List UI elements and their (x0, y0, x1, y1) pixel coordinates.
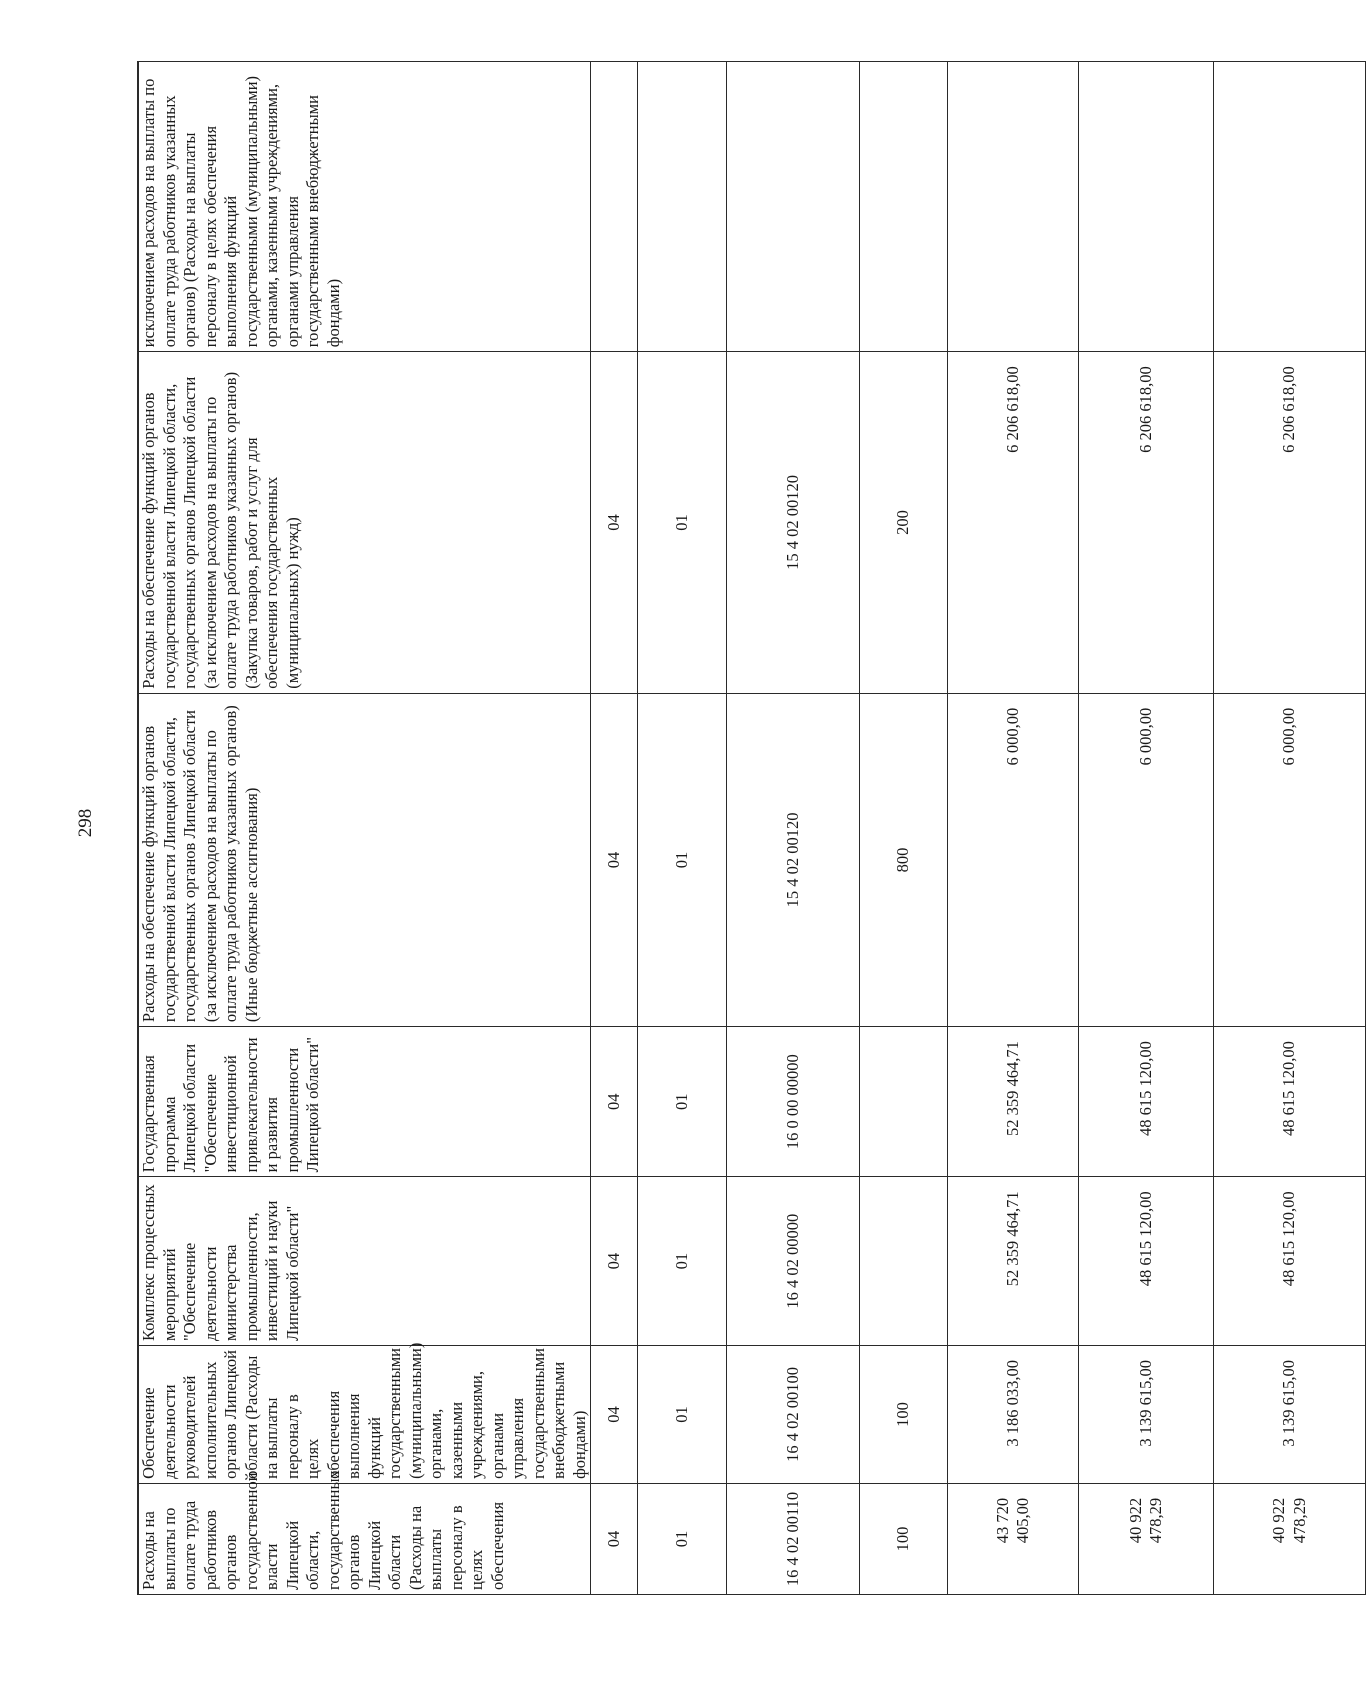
cell-razdel: 01 (638, 352, 727, 694)
cell-csr: 15 4 02 00120 (727, 352, 860, 694)
cell-sum1: 6 000,00 (948, 693, 1079, 1026)
cell-razdel: 01 (638, 693, 727, 1026)
cell-sum2: 3 139 615,00 (1079, 1346, 1214, 1484)
cell-razdel (638, 62, 727, 352)
cell-description: Комплекс процессных мероприятий "Обеспечение деятельности министерства промышленности, инвестиций и науки Липецкой области" (138, 1177, 591, 1346)
cell-glava: 04 (591, 1177, 638, 1346)
cell-sum1 (948, 62, 1079, 352)
cell-description: Расходы на обеспечение функций органов государственной власти Липецкой области, государственных органов Липецкой области (за исключением расходов на выплаты по оплате труда работников указанных органов) (Иные бюджетные ассигнования) (138, 693, 591, 1026)
cell-sum3: 48 615 120,00 (1214, 1027, 1366, 1177)
cell-sum2: 48 615 120,00 (1079, 1027, 1214, 1177)
field-row-sum3 (1214, 62, 1366, 1595)
field-row-description (138, 62, 591, 1595)
cell-sum2: 40 922 478,29 (1079, 1483, 1214, 1594)
cell-sum1: 6 206 618,00 (948, 352, 1079, 694)
cell-sum1: 43 720 405,00 (948, 1483, 1079, 1594)
cell-vr (860, 1027, 948, 1177)
cell-vr (860, 1177, 948, 1346)
cell-sum3: 40 922 478,29 (1214, 1483, 1366, 1594)
cell-glava: 04 (591, 1027, 638, 1177)
cell-description: исключением расходов на выплаты по оплате труда работников указанных органов) (Расходы на выплаты персоналу в целях обеспечения выполнения функций государственными (муниципальными) органами, казенными учреждениями, органами управления государственными внебюджетными фондами) (138, 62, 591, 352)
cell-description: Государственная программа Липецкой области "Обеспечение инвестиционной привлекательности и развития промышленности Липецкой области" (138, 1027, 591, 1177)
field-row-csr (727, 62, 860, 1595)
cell-sum3: 6 000,00 (1214, 693, 1366, 1026)
cell-sum2 (1079, 62, 1214, 352)
cell-sum3: 48 615 120,00 (1214, 1177, 1366, 1346)
field-row-razdel (638, 62, 727, 1595)
cell-description: Расходы на выплаты по оплате труда работников органов государственной власти Липецкой области, государственных органов Липецкой области (Расходы на выплаты персоналу в целях обеспечения (138, 1483, 591, 1594)
cell-description: Расходы на обеспечение функций органов государственной власти Липецкой области, государственных органов Липецкой области (за исключением расходов на выплаты по оплате труда работников указанных органов) (Закупка товаров, работ и услуг для обеспечения государственных (муниципальных) нужд) (138, 352, 591, 694)
cell-description: Обеспечение деятельности руководителей исполнительных органов Липецкой области (Расходы на выплаты персоналу в целях обеспечения выполнения функций государственными (муниципальными) органами, казенными учреждениями, органами управления государственными внебюджетными фондами) (138, 1346, 591, 1484)
field-row-sum1 (948, 62, 1079, 1595)
cell-sum2: 6 000,00 (1079, 693, 1214, 1026)
cell-csr: 15 4 02 00120 (727, 693, 860, 1026)
cell-csr: 16 4 02 00000 (727, 1177, 860, 1346)
cell-vr: 100 (860, 1346, 948, 1484)
field-row-vr (860, 62, 948, 1595)
cell-razdel: 01 (638, 1346, 727, 1484)
page-number: 298 (75, 808, 96, 838)
cell-sum1: 52 359 464,71 (948, 1177, 1079, 1346)
cell-csr: 16 0 00 00000 (727, 1027, 860, 1177)
field-row-sum2 (1079, 62, 1214, 1595)
cell-glava: 04 (591, 693, 638, 1026)
cell-sum1: 52 359 464,71 (948, 1027, 1079, 1177)
cell-razdel: 01 (638, 1027, 727, 1177)
cell-csr (727, 62, 860, 352)
cell-sum2: 48 615 120,00 (1079, 1177, 1214, 1346)
cell-csr: 16 4 02 00110 (727, 1483, 860, 1594)
cell-vr: 200 (860, 352, 948, 694)
cell-csr: 16 4 02 00100 (727, 1346, 860, 1484)
cell-glava (591, 62, 638, 352)
cell-glava: 04 (591, 1346, 638, 1484)
cell-sum3: 6 206 618,00 (1214, 352, 1366, 694)
cell-sum2: 6 206 618,00 (1079, 352, 1214, 694)
cell-vr: 800 (860, 693, 948, 1026)
cell-glava: 04 (591, 1483, 638, 1594)
cell-vr (860, 62, 948, 352)
field-row-glava (591, 62, 638, 1595)
cell-sum1: 3 186 033,00 (948, 1346, 1079, 1484)
cell-razdel: 01 (638, 1177, 727, 1346)
budget-table-container (137, 61, 1309, 1595)
cell-sum3: 3 139 615,00 (1214, 1346, 1366, 1484)
cell-sum3 (1214, 62, 1366, 352)
cell-glava: 04 (591, 352, 638, 694)
cell-razdel: 01 (638, 1483, 727, 1594)
budget-table (137, 61, 1366, 1595)
cell-vr: 100 (860, 1483, 948, 1594)
